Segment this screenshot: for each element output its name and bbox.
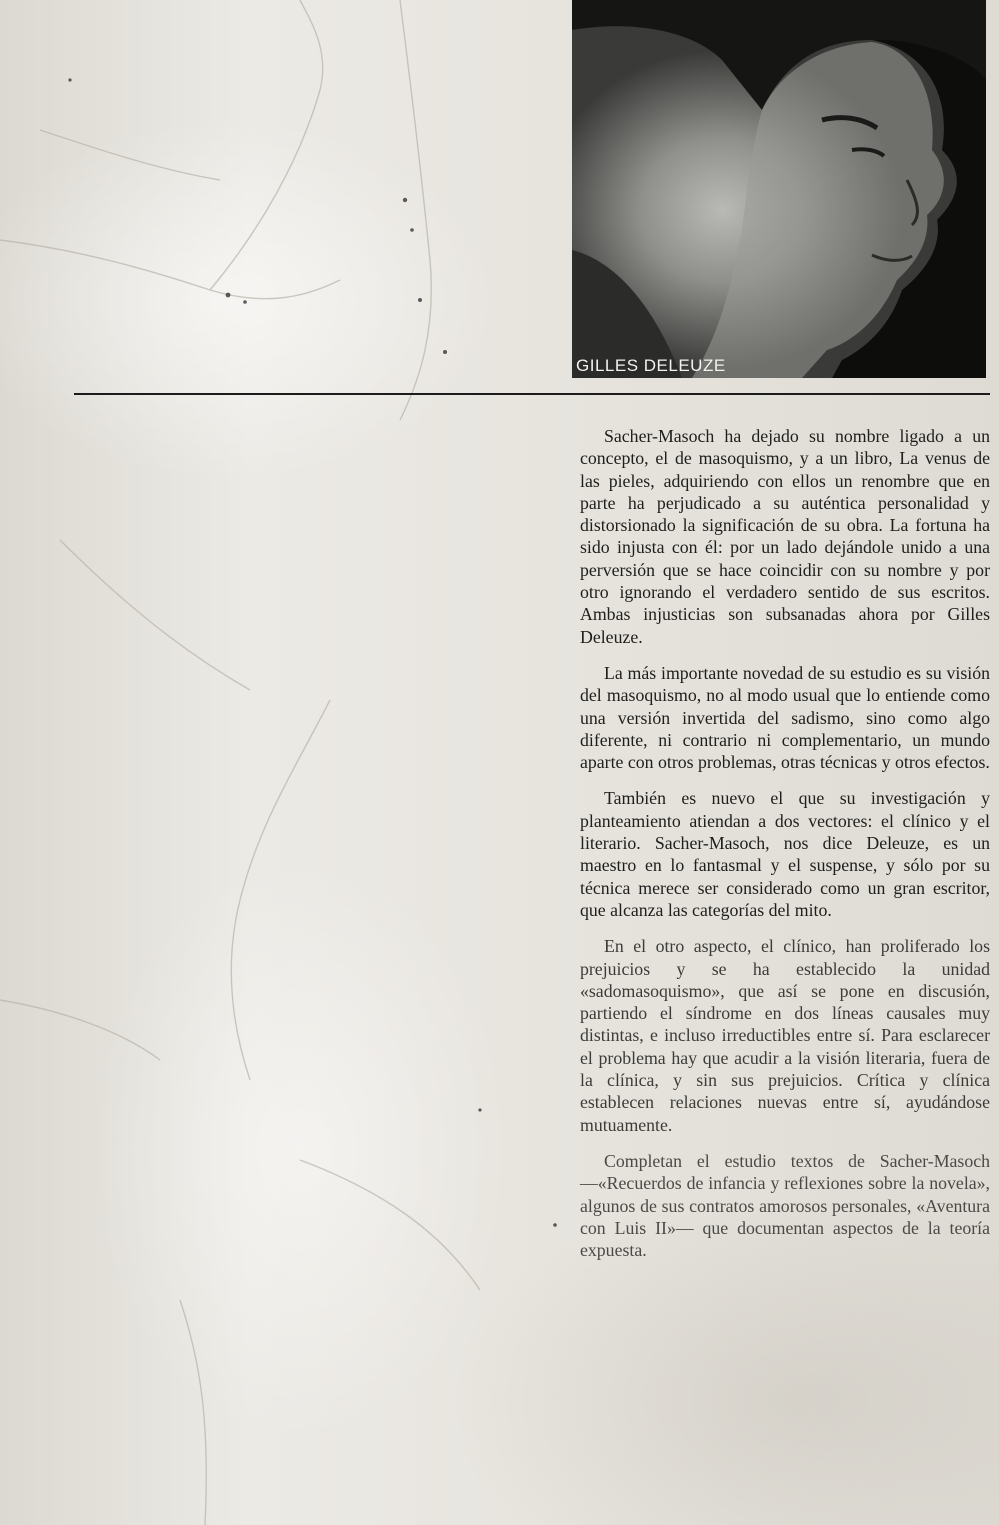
blurb-paragraph: En el otro aspecto, el clínico, han proliferado los prejuicios y se ha establecido la unidad «sadomasoquismo», que así se pone en discusión, partiendo el síndrome en dos líneas causales muy distintas, e incluso irreductibles entre sí. Para esclarecer el problema hay que acudir a la visión literaria, fuera de la clínica, y sin sus prejuicios. Crítica y clínica establecen relaciones nuevas entre sí, ayudándose mutuamente. xyxy=(580,936,990,1135)
author-name: GILLES DELEUZE xyxy=(576,356,726,375)
author-portrait-photo-icon xyxy=(572,0,986,378)
horizontal-rule xyxy=(74,393,990,395)
blurb-paragraph: La más importante novedad de su estudio es su visión del masoquismo, no al modo usual que lo entiende como una versión invertida del sadismo, sino como algo diferente, ni contrario ni complementario, un mundo aparte con otros problemas, otras técnicas y otros efectos. xyxy=(580,662,990,773)
author-portrait xyxy=(572,0,986,378)
blurb-paragraph: Sacher-Masoch ha dejado su nombre ligado a un concepto, el de masoquismo, y a un libro, La venus de las pieles, adquiriendo con ellos un renombre que en parte ha perjudicado a su auténtica personalidad y distorsionado la significación de su obra. La fortuna ha sido injusta con él: por un lado dejándole unido a una perversión que se hace coincidir con su nombre y por otro ignorando el verdadero sentido de sus escritos. Ambas injusticias son subsanadas ahora por Gilles Deleuze. xyxy=(580,426,990,647)
blurb-paragraph: También es nuevo el que su investigación y planteamiento atiendan a dos vectores: el clínico y el literario. Sacher-Masoch, nos dice Deleuze, es un maestro en lo fantasmal y el suspense, y sólo por su técnica merece ser considerado como un gran escritor, que alcanza las categorías del mito. xyxy=(580,788,990,920)
blurb-paragraph: Completan el estudio textos de Sacher-Masoch —«Recuerdos de infancia y reflexiones sobre la novela», algunos de sus contratos amorosos personales, «Aventura con Luis II»— que documentan aspectos de la teoría expuesta. xyxy=(580,1150,990,1261)
back-cover-blurb xyxy=(580,425,990,1275)
